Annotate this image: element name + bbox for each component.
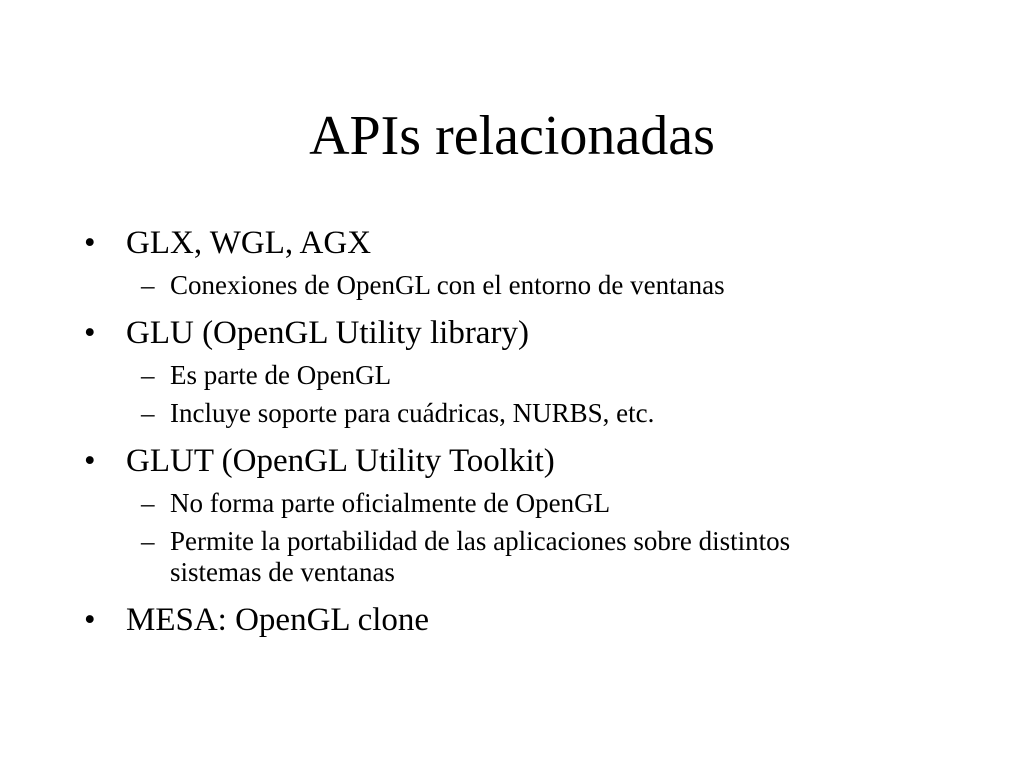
bullet-item: [84, 313, 984, 353]
sub-bullet-marker: –: [141, 398, 155, 428]
sub-bullet-marker: –: [141, 360, 155, 390]
bullet-text: GLUT (OpenGL Utility Toolkit): [126, 443, 555, 479]
bullet-item: [84, 441, 984, 481]
bullet-list: [84, 223, 984, 640]
slide-title: APIs relacionadas: [309, 105, 715, 167]
sub-bullet-text: Incluye soporte para cuádricas, NURBS, etc.: [170, 398, 655, 428]
sub-bullet-text: Es parte de OpenGL: [170, 360, 392, 390]
bullet-marker: •: [84, 225, 96, 261]
sub-bullet-item: [141, 270, 984, 301]
sub-bullet-item: [141, 398, 984, 429]
bullet-item: [84, 223, 984, 263]
bullet-item: [84, 600, 984, 640]
sub-bullet-item: [141, 488, 984, 519]
sub-bullet-item: [141, 526, 984, 588]
sub-bullet-text: Permite la portabilidad de las aplicaciones sobre distintos sistemas de ventanas: [170, 526, 791, 587]
bullet-marker: •: [84, 315, 96, 351]
bullet-marker: •: [84, 443, 96, 479]
sub-bullet-marker: –: [141, 270, 155, 300]
bullet-text: GLX, WGL, AGX: [126, 225, 372, 261]
bullet-marker: •: [84, 602, 96, 638]
sub-bullet-text: No forma parte oficialmente de OpenGL: [170, 488, 611, 518]
sub-bullet-item: [141, 360, 984, 391]
bullet-text: MESA: OpenGL clone: [126, 602, 430, 638]
sub-bullet-marker: –: [141, 488, 155, 518]
sub-bullet-text: Conexiones de OpenGL con el entorno de ventanas: [170, 270, 725, 300]
sub-bullet-marker: –: [141, 526, 155, 556]
bullet-text: GLU (OpenGL Utility library): [126, 315, 529, 351]
